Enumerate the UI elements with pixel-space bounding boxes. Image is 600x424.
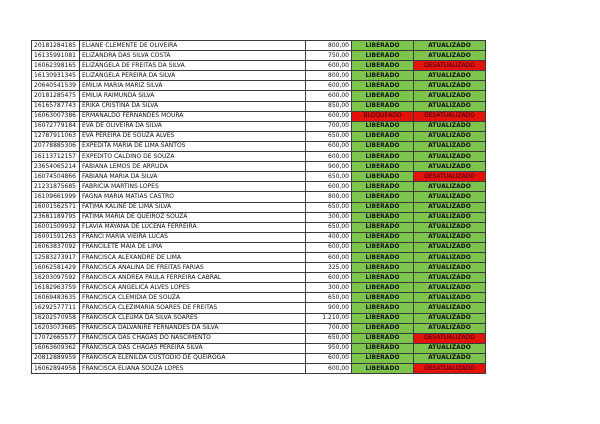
cell-name: ELIZANGELA DE FREITAS DA SILVA (80, 61, 306, 71)
table-row (32, 41, 486, 51)
cell-nis: 16113712157 (32, 152, 80, 162)
cell-name: EMILIA RAIMUNDA SILVA (80, 91, 306, 101)
cell-nis: 16001591263 (32, 232, 80, 242)
cell-nis: 16182963759 (32, 283, 80, 293)
cell-name: FRANCISCA ELENILDA CUSTODIO DE QUEIROGA (80, 353, 306, 363)
cell-name: FATIMA MARIA DE QUEIROZ SOUZA (80, 212, 306, 222)
cell-nis: 17072665577 (32, 333, 80, 343)
cell-status: LIBERADO (352, 343, 414, 353)
cell-update: ATUALIZADO (414, 303, 486, 313)
cell-nis: 12583273917 (32, 252, 80, 262)
cell-name: FRANCISCA ANALINA DE FREITAS FARIAS (80, 263, 306, 273)
cell-name: FRANCISCA ANDREA PAULA FERREIRA CABRAL (80, 273, 306, 283)
table-row (32, 162, 486, 172)
cell-status: LIBERADO (352, 232, 414, 242)
cell-value: 600,00 (306, 111, 352, 121)
cell-status: LIBERADO (352, 41, 414, 51)
cell-nis: 23654065214 (32, 162, 80, 172)
cell-nis: 16292577711 (32, 303, 80, 313)
cell-status: LIBERADO (352, 353, 414, 363)
cell-status: LIBERADO (352, 202, 414, 212)
cell-update: ATUALIZADO (414, 152, 486, 162)
cell-update: ATUALIZADO (414, 182, 486, 192)
cell-name: FABIANA LEMOS DE ARRUDA (80, 162, 306, 172)
cell-value: 325,00 (306, 263, 352, 273)
cell-name: FRANCISCA DAS CHAGAS PEREIRA SILVA (80, 343, 306, 353)
table-row (32, 182, 486, 192)
cell-update: ATUALIZADO (414, 263, 486, 273)
cell-status: LIBERADO (352, 283, 414, 293)
table-row (32, 121, 486, 131)
cell-value: 650,00 (306, 222, 352, 232)
cell-status: LIBERADO (352, 242, 414, 252)
cell-update: ATUALIZADO (414, 353, 486, 363)
cell-value: 700,00 (306, 323, 352, 333)
table-row (32, 252, 486, 262)
table-row (32, 333, 486, 343)
cell-value: 600,00 (306, 91, 352, 101)
cell-value: 600,00 (306, 81, 352, 91)
cell-update: ATUALIZADO (414, 192, 486, 202)
cell-update: ATUALIZADO (414, 323, 486, 333)
table-row (32, 61, 486, 71)
cell-name: FRANCISCA ALEXANDRE DE LIMA (80, 252, 306, 262)
cell-update: ATUALIZADO (414, 141, 486, 151)
cell-update: ATUALIZADO (414, 232, 486, 242)
cell-nis: 16062894958 (32, 364, 80, 374)
cell-value: 400,00 (306, 232, 352, 242)
cell-nis: 20640541539 (32, 81, 80, 91)
cell-name: EVA DE OLIVEIRA DA SILVA (80, 121, 306, 131)
table-row (32, 172, 486, 182)
cell-value: 800,00 (306, 41, 352, 51)
cell-update: ATUALIZADO (414, 81, 486, 91)
cell-status: LIBERADO (352, 192, 414, 202)
cell-update: DESATUALIZADO (414, 111, 486, 121)
cell-name: FRANCISCA CLEUMA DA SILVA SOARES (80, 313, 306, 323)
table-row (32, 263, 486, 273)
cell-status: LIBERADO (352, 252, 414, 262)
cell-update: ATUALIZADO (414, 222, 486, 232)
cell-value: 650,00 (306, 131, 352, 141)
cell-update: DESATUALIZADO (414, 333, 486, 343)
cell-name: EXPEDITA MARIA DE LIMA SANTOS (80, 141, 306, 151)
cell-update: ATUALIZADO (414, 242, 486, 252)
cell-status: LIBERADO (352, 61, 414, 71)
table-row (32, 353, 486, 363)
cell-value: 800,00 (306, 192, 352, 202)
cell-update: ATUALIZADO (414, 273, 486, 283)
cell-name: FABIANA MARIA DA SILVA (80, 172, 306, 182)
cell-value: 1.210,00 (306, 313, 352, 323)
cell-name: EXPEDITO CALDINO DE SOUZA (80, 152, 306, 162)
table-row (32, 303, 486, 313)
cell-nis: 20181285475 (32, 91, 80, 101)
table-row (32, 364, 486, 374)
cell-value: 600,00 (306, 61, 352, 71)
cell-value: 900,00 (306, 303, 352, 313)
cell-update: ATUALIZADO (414, 91, 486, 101)
cell-name: FRANCISCA CLEMIDIA DE SOUZA (80, 293, 306, 303)
cell-value: 650,00 (306, 293, 352, 303)
cell-update: ATUALIZADO (414, 313, 486, 323)
cell-value: 300,00 (306, 283, 352, 293)
cell-nis: 16063609362 (32, 343, 80, 353)
cell-value: 600,00 (306, 353, 352, 363)
cell-update: ATUALIZADO (414, 71, 486, 81)
cell-nis: 20812889959 (32, 353, 80, 363)
cell-name: FRANCISCA DALVANIRE FERNANDES DA SILVA (80, 323, 306, 333)
cell-status: LIBERADO (352, 323, 414, 333)
cell-value: 600,00 (306, 252, 352, 262)
cell-nis: 16072779184 (32, 121, 80, 131)
table-row (32, 343, 486, 353)
table-row (32, 192, 486, 202)
cell-name: ELIZANDRA DAS SILVA COSTA (80, 51, 306, 61)
cell-status: LIBERADO (352, 131, 414, 141)
table-row (32, 222, 486, 232)
cell-status: LIBERADO (352, 172, 414, 182)
cell-status: LIBERADO (352, 333, 414, 343)
cell-value: 950,00 (306, 343, 352, 353)
table-row (32, 283, 486, 293)
table-row (32, 91, 486, 101)
cell-update: ATUALIZADO (414, 343, 486, 353)
cell-update: ATUALIZADO (414, 41, 486, 51)
table-row (32, 202, 486, 212)
table-row (32, 71, 486, 81)
cell-status: LIBERADO (352, 152, 414, 162)
cell-update: ATUALIZADO (414, 131, 486, 141)
cell-value: 600,00 (306, 273, 352, 283)
cell-value: 600,00 (306, 141, 352, 151)
table-row (32, 101, 486, 111)
cell-status: LIBERADO (352, 81, 414, 91)
cell-status: LIBERADO (352, 51, 414, 61)
cell-value: 600,00 (306, 364, 352, 374)
cell-name: EMILIA MARIA MARIZ SILVA (80, 81, 306, 91)
cell-status: LIBERADO (352, 263, 414, 273)
cell-status: LIBERADO (352, 162, 414, 172)
table-row (32, 242, 486, 252)
cell-nis: 16203097592 (32, 273, 80, 283)
cell-nis: 16165787743 (32, 101, 80, 111)
cell-status: BLOQUEADO (352, 111, 414, 121)
cell-name: FATIMA KALINE DE LIMA SILVA (80, 202, 306, 212)
cell-name: ERIKA CRISTINA DA SILVA (80, 101, 306, 111)
cell-value: 600,00 (306, 242, 352, 252)
cell-update: DESATUALIZADO (414, 364, 486, 374)
cell-update: ATUALIZADO (414, 121, 486, 131)
cell-value: 650,00 (306, 202, 352, 212)
cell-value: 300,00 (306, 212, 352, 222)
table-row (32, 273, 486, 283)
table-row (32, 81, 486, 91)
cell-nis: 16130931345 (32, 71, 80, 81)
cell-value: 600,00 (306, 182, 352, 192)
cell-update: ATUALIZADO (414, 252, 486, 262)
cell-nis: 16001562571 (32, 202, 80, 212)
cell-nis: 16063007386 (32, 111, 80, 121)
cell-name: FRANCISCA CLEZIMARIA SOARES DE FREITAS (80, 303, 306, 313)
cell-name: FAGNA MARIA MATIAS CASTRO (80, 192, 306, 202)
cell-value: 650,00 (306, 333, 352, 343)
cell-nis: 20778885306 (32, 141, 80, 151)
cell-name: FRANCISCA DAS CHAGAS DO NASCIMENTO (80, 333, 306, 343)
table-row (32, 51, 486, 61)
cell-nis: 21231875685 (32, 182, 80, 192)
cell-update: ATUALIZADO (414, 202, 486, 212)
cell-value: 850,00 (306, 101, 352, 111)
cell-status: LIBERADO (352, 303, 414, 313)
cell-nis: 16203073685 (32, 323, 80, 333)
cell-nis: 20181284185 (32, 41, 80, 51)
cell-status: LIBERADO (352, 91, 414, 101)
cell-status: LIBERADO (352, 71, 414, 81)
cell-update: DESATUALIZADO (414, 61, 486, 71)
cell-status: LIBERADO (352, 364, 414, 374)
cell-update: ATUALIZADO (414, 51, 486, 61)
cell-nis: 16062398165 (32, 61, 80, 71)
table-row (32, 152, 486, 162)
cell-nis: 16001509932 (32, 222, 80, 232)
cell-update: ATUALIZADO (414, 162, 486, 172)
cell-nis: 16069483635 (32, 293, 80, 303)
cell-name: FRANCILETE MAIA DE LIMA (80, 242, 306, 252)
cell-nis: 16202570958 (32, 313, 80, 323)
cell-name: FRANCISCA ELIANA SOUZA LOPES (80, 364, 306, 374)
cell-status: LIBERADO (352, 293, 414, 303)
cell-nis: 12787911063 (32, 131, 80, 141)
beneficiaries-table (31, 40, 486, 374)
cell-update: ATUALIZADO (414, 101, 486, 111)
cell-nis: 16074504866 (32, 172, 80, 182)
cell-status: LIBERADO (352, 141, 414, 151)
table-row (32, 232, 486, 242)
table-row (32, 131, 486, 141)
cell-status: LIBERADO (352, 212, 414, 222)
cell-value: 700,00 (306, 121, 352, 131)
cell-status: LIBERADO (352, 222, 414, 232)
table-row (32, 313, 486, 323)
table-row (32, 293, 486, 303)
table-row (32, 111, 486, 121)
cell-name: FABRICIA MARTINS LOPES (80, 182, 306, 192)
table-row (32, 323, 486, 333)
table-row (32, 212, 486, 222)
cell-name: ELIANE CLEMENTE DE OLIVEIRA (80, 41, 306, 51)
cell-status: LIBERADO (352, 273, 414, 283)
cell-nis: 16109661999 (32, 192, 80, 202)
cell-value: 800,00 (306, 71, 352, 81)
cell-nis: 16063837092 (32, 242, 80, 252)
cell-update: DESATUALIZADO (414, 172, 486, 182)
cell-nis: 16062581429 (32, 263, 80, 273)
cell-update: ATUALIZADO (414, 212, 486, 222)
cell-status: LIBERADO (352, 313, 414, 323)
cell-value: 750,00 (306, 51, 352, 61)
cell-name: EVA PEREIRA DE SOUZA ALVES (80, 131, 306, 141)
cell-value: 650,00 (306, 172, 352, 182)
cell-status: LIBERADO (352, 101, 414, 111)
cell-name: ERMANALDO FERNANDES MOURA (80, 111, 306, 121)
cell-value: 600,00 (306, 152, 352, 162)
cell-update: ATUALIZADO (414, 283, 486, 293)
table-row (32, 141, 486, 151)
cell-nis: 23681189795 (32, 212, 80, 222)
cell-name: FLAVIA MAYANA DE LUCENA FERREIRA (80, 222, 306, 232)
cell-status: LIBERADO (352, 121, 414, 131)
cell-name: FRANCISCA ANGELICA ALVES LOPES (80, 283, 306, 293)
cell-value: 900,00 (306, 162, 352, 172)
cell-name: ELIZANGELA PEREIRA DA SILVA (80, 71, 306, 81)
table-body (32, 41, 486, 374)
cell-status: LIBERADO (352, 182, 414, 192)
cell-update: ATUALIZADO (414, 293, 486, 303)
cell-name: FRANCI MARIA VIEIRA LUCAS (80, 232, 306, 242)
cell-nis: 16135991081 (32, 51, 80, 61)
